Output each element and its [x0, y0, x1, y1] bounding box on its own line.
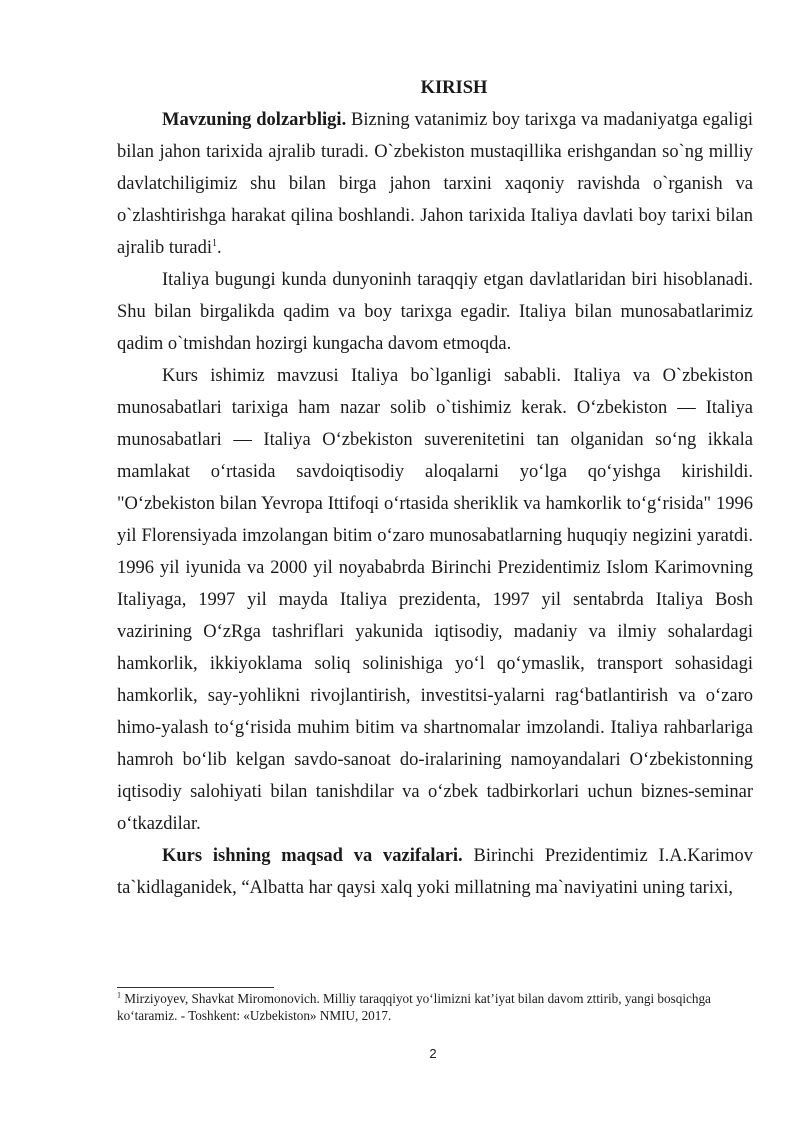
paragraph-italy-today: Italiya bugungi kunda dunyoninh taraqqiy etgan davlatlaridan biri hisoblanadi. Shu bilan birgalikda qadim va boy tarixga egadir. Italiya bilan munosabatlarimiz qadim o`tmishdan hozirgi kungacha davom etmoqda.	[117, 270, 753, 354]
page-number: 2	[429, 1046, 437, 1061]
footnote-divider	[117, 987, 274, 988]
paragraph-relations: Kurs ishimiz mavzusi Italiya bo`lganligi sababli. Italiya va O`zbekiston munosabatlari tarixiga ham nazar solib o`tishimiz kerak. O‘zbekiston — Italiya munosabatlari — Italiya O‘zbekiston suverenitetini tan olganidan so‘ng ikkala mamlakat o‘rtasida savdoiqtisodiy aloqalarni yo‘lga qo‘yishga kirishildi. "O‘zbekiston bilan Yevropa Ittifoqi o‘rtasida sheriklik va hamkorlik to‘g‘risida" 1996 yil Florensiyada imzolangan bitim o‘zaro munosabatlarning huquqiy negizini yaratdi. 1996 yil iyunida va 2000 yil noyababrda Birinchi Prezidentimiz Islom Karimovning Italiyaga, 1997 yil mayda Italiya prezidenta, 1997 yil sentabrda Italiya Bosh vazirining O‘zRga tashriflari yakunida iqtisodiy, madaniy va ilmiy sohalardagi hamkorlik, ikkiyoklama soliq solinishiga yo‘l qo‘ymaslik, transport sohasidagi hamkorlik, say-yohlikni rivojlantirish, investitsi-yalarni rag‘batlantirish va o‘zaro himo-yalash to‘g‘risida muhim bitim va shartnomalar imzolandi. Italiya rahbarlariga hamroh bo‘lib kelgan savdo-sanoat do-iralarining namoyandalari O‘zbekistonning iqtisodiy salohiyati bilan tanishdilar va o‘zbek tadbirkorlari uchun biznes-seminar o‘tkazdilar.	[117, 366, 753, 834]
paragraph-goals	[117, 840, 753, 904]
paragraph-heading: Mavzuning dolzarbligi.	[162, 110, 347, 130]
footnote-text: Mirziyoyev, Shavkat Miromonovich. Milliy taraqqiyot yo‘limizni kat’iyat bilan davom zttirib, yangi bosqichga ko‘taramiz. - Toshkent: «Uzbekiston» NMIU, 2017.	[117, 991, 711, 1023]
paragraph-text: Bizning vatanimiz boy tarixga va madaniyatga egaligi bilan jahon tarixida ajralib turadi. O`zbekiston mustaqillika erishgandan so`ng milliy davlatchiligimiz shu bilan birga jahon tarxini xaqoniy ravishda o`rganish va o`zlashtirishga harakat qilina boshlandi. Jahon tarixida Italiya davlati boy tarixi bilan ajralib turadi	[117, 110, 753, 258]
footnote-reference[interactable]: 1	[212, 237, 218, 249]
paragraph-heading: Kurs ishning maqsad va vazifalari.	[162, 846, 463, 866]
document-body	[117, 72, 753, 904]
paragraph-text: Birinchi Prezidentimiz I.A.Karimov ta`kidlaganidek, “Albatta har qaysi xalq yoki millatning ma`naviyatini uning tarixi,	[117, 846, 753, 898]
footnote	[117, 990, 737, 1024]
footnote-marker: 1	[117, 990, 121, 1000]
page-title: KIRISH	[420, 78, 488, 98]
paragraph-end: .	[217, 238, 222, 258]
paragraph-relevance	[117, 104, 753, 264]
